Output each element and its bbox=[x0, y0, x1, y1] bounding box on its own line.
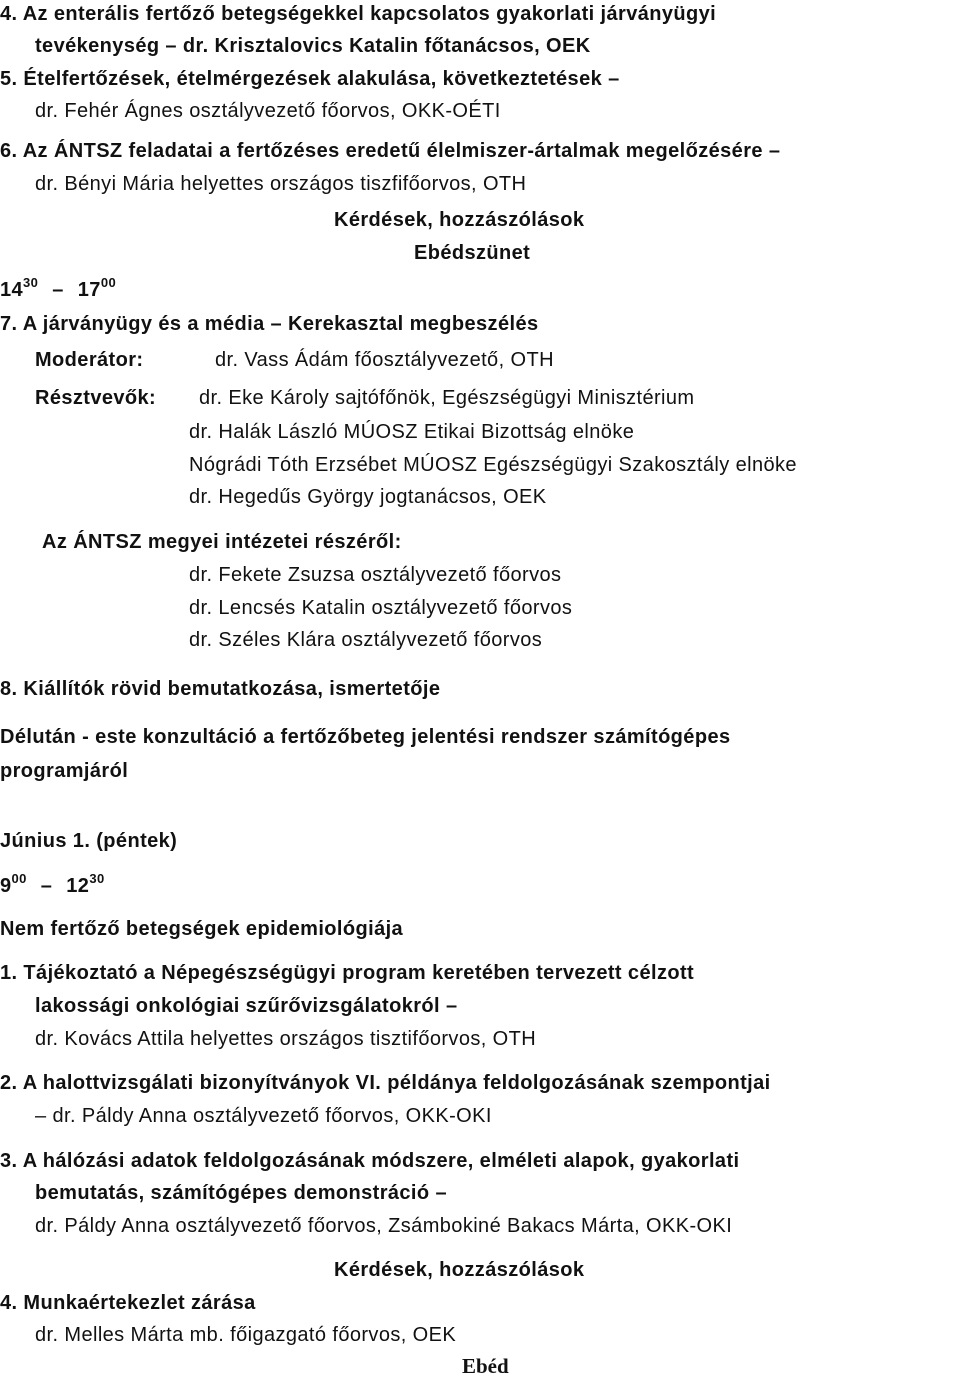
time-start-hour: 14 bbox=[0, 279, 24, 301]
time-end-minute: 00 bbox=[100, 275, 117, 290]
questions-heading: Kérdések, hozzászólások bbox=[334, 209, 585, 231]
time-start-minute: 30 bbox=[23, 275, 39, 290]
antsz-person-3: dr. Széles Klára osztályvezető főorvos bbox=[189, 629, 543, 651]
lunch-heading: Ebéd bbox=[462, 1354, 509, 1378]
antsz-person-2: dr. Lencsés Katalin osztályvezető főorvos bbox=[189, 597, 573, 619]
day2-questions-heading: Kérdések, hozzászólások bbox=[334, 1259, 585, 1281]
item-6-speaker: dr. Bényi Mária helyettes országos tiszfifőorvos, OTH bbox=[35, 173, 527, 195]
time-dash: – bbox=[52, 279, 64, 301]
participant-2: dr. Halák László MÚOSZ Etikai Bizottság elnöke bbox=[189, 421, 635, 443]
day2-item-2-speaker: – dr. Páldy Anna osztályvezető főorvos, OKK-OKI bbox=[35, 1105, 492, 1127]
day2-time-dash: – bbox=[40, 875, 53, 897]
day2-item-3-title: 3. A hálózási adatok feldolgozásának módszere, elméleti alapok, gyakorlati bbox=[0, 1150, 740, 1172]
day2-start-minute: 00 bbox=[11, 871, 27, 886]
item-4-speaker: tevékenység – dr. Krisztalovics Katalin főtanácsos, OEK bbox=[35, 35, 591, 57]
day-2-time bbox=[0, 871, 105, 898]
day2-item-1-title: 1. Tájékoztató a Népegészségügyi program keretében tervezett célzott bbox=[0, 962, 695, 984]
item-5-title: 5. Ételfertőzések, ételmérgezések alakulása, következtetések – bbox=[0, 68, 620, 90]
day2-item-1-title-cont: lakossági onkológiai szűrővizsgálatokról – bbox=[35, 995, 458, 1017]
participant-3: Nógrádi Tóth Erzsébet MÚOSZ Egészségügyi Szakosztály elnöke bbox=[189, 454, 797, 476]
item-7-title: 7. A járványügy és a média – Kerekasztal megbeszélés bbox=[0, 313, 539, 335]
participant-1: dr. Eke Károly sajtófőnök, Egészségügyi Minisztérium bbox=[199, 387, 695, 409]
item-5-speaker: dr. Fehér Ágnes osztályvezető főorvos, OKK-OÉTI bbox=[35, 100, 501, 122]
afternoon-line-2: programjáról bbox=[0, 760, 129, 782]
day2-item-3-speaker: dr. Páldy Anna osztályvezető főorvos, Zsámbokiné Bakacs Márta, OKK-OKI bbox=[35, 1215, 733, 1237]
session-time bbox=[0, 275, 117, 302]
day2-end-hour: 12 bbox=[66, 875, 90, 897]
participant-4: dr. Hegedűs György jogtanácsos, OEK bbox=[189, 486, 547, 508]
day2-item-2-title: 2. A halottvizsgálati bizonyítványok VI. példánya feldolgozásának szempontjai bbox=[0, 1072, 771, 1094]
moderator-name: dr. Vass Ádám főosztályvezető, OTH bbox=[215, 349, 554, 371]
day2-item-1-speaker: dr. Kovács Attila helyettes országos tisztifőorvos, OTH bbox=[35, 1028, 537, 1050]
antsz-heading: Az ÁNTSZ megyei intézetei részéről: bbox=[42, 531, 402, 553]
day2-end-minute: 30 bbox=[89, 871, 105, 886]
lunch-break-heading: Ebédszünet bbox=[414, 242, 531, 264]
item-6-title: 6. Az ÁNTSZ feladatai a fertőzéses eredetű élelmiszer-ártalmak megelőzésére – bbox=[0, 140, 781, 162]
day2-start-hour: 9 bbox=[0, 875, 12, 897]
item-4-title: 4. Az enterális fertőző betegségekkel kapcsolatos gyakorlati járványügyi bbox=[0, 3, 717, 25]
day-2-date: Június 1. (péntek) bbox=[0, 830, 178, 852]
item-8-title: 8. Kiállítók rövid bemutatkozása, ismertetője bbox=[0, 678, 441, 700]
day2-item-4-speaker: dr. Melles Márta mb. főigazgató főorvos, OEK bbox=[35, 1324, 457, 1346]
time-end-hour: 17 bbox=[77, 279, 101, 301]
afternoon-line-1: Délután - este konzultáció a fertőzőbeteg jelentési rendszer számítógépes bbox=[0, 726, 731, 748]
participants-label: Résztvevők: bbox=[35, 387, 157, 409]
day2-item-3-title-cont: bemutatás, számítógépes demonstráció – bbox=[35, 1182, 447, 1204]
antsz-person-1: dr. Fekete Zsuzsa osztályvezető főorvos bbox=[189, 564, 562, 586]
moderator-label: Moderátor: bbox=[35, 349, 144, 371]
day-2-topic: Nem fertőző betegségek epidemiológiája bbox=[0, 918, 404, 940]
day2-item-4-title: 4. Munkaértekezlet zárása bbox=[0, 1292, 256, 1314]
